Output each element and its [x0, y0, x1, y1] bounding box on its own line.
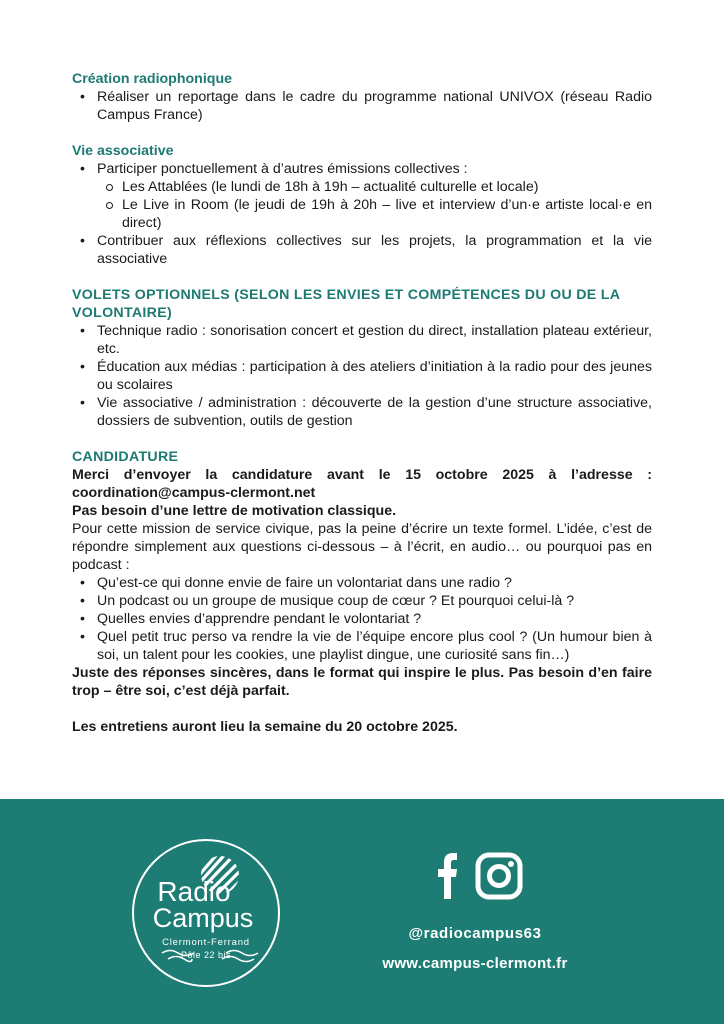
logo-city: Clermont-Ferrand [162, 937, 250, 948]
list-item-text: Participer ponctuellement à d’autres émissions collectives : [97, 161, 468, 177]
sublist-item: Les Attablées (le lundi de 18h à 19h – actualité culturelle et locale) [97, 178, 652, 196]
list-item: • Quelles envies d’apprendre pendant le volontariat ? [72, 610, 652, 628]
website-link[interactable]: www.campus-clermont.fr [382, 955, 568, 972]
list-item: • Quel petit truc perso va rendre la vie de l’équipe encore plus cool ? (Un humour bien à soi, un talent pour les cookies, une playlist dingue, une curiosité sans fin…) [72, 628, 652, 664]
social-handle[interactable]: @radiocampus63 [408, 925, 542, 942]
list-item: • Contribuer aux réflexions collectives sur les projets, la programmation et la vie associative [72, 232, 652, 268]
list-questions [72, 574, 652, 664]
document-body [72, 70, 652, 736]
sublist-item: Le Live in Room (le jeudi de 19h à 20h – live et interview d’un·e artiste local·e en direct) [97, 196, 652, 232]
heading-volets: VOLETS OPTIONNELS (SELON LES ENVIES ET COMPÉTENCES DU OU DE LA VOLONTAIRE) [72, 287, 620, 321]
list-item: • Qu’est-ce qui donne envie de faire un volontariat dans une radio ? [72, 574, 652, 592]
logo-word-radio: Radio [157, 876, 231, 907]
instagram-icon[interactable] [478, 855, 520, 897]
list-item [72, 160, 652, 232]
logo-graphic [134, 841, 278, 985]
list-item: • Technique radio : sonorisation concert et gestion du direct, installation plateau extérieur, etc. [72, 322, 652, 358]
heading-vie-associative: Vie associative [72, 143, 174, 159]
facebook-icon[interactable] [438, 853, 457, 899]
list-item: • Éducation aux médias : participation à des ateliers d’initiation à la radio pour des jeunes ou scolaires [72, 358, 652, 394]
list-item: • Réaliser un reportage dans le cadre du programme national UNIVOX (réseau Radio Campus France) [72, 88, 652, 124]
heading-candidature: CANDIDATURE [72, 449, 179, 465]
heading-creation: Création radiophonique [72, 71, 233, 87]
candidature-deadline: Merci d’envoyer la candidature avant le 15 octobre 2025 à l’adresse : coordination@campus-clermont.net [72, 467, 652, 501]
list-volets [72, 322, 652, 430]
social-icons-graphic [430, 851, 530, 901]
sublist-emissions [97, 178, 652, 232]
logo-place: Pôle 22 bis [180, 950, 232, 960]
list-item: • Vie associative / administration : découverte de la gestion d’une structure associative, dossiers de subvention, outils de gestion [72, 394, 652, 430]
interviews-date: Les entretiens auront lieu la semaine du 20 octobre 2025. [72, 719, 458, 735]
footer-banner [0, 799, 724, 1024]
list-creation [72, 88, 652, 124]
candidature-closing: Juste des réponses sincères, dans le format qui inspire le plus. Pas besoin d’en faire trop – être soi, c’est déjà parfait. [72, 665, 652, 699]
social-icons [430, 851, 530, 906]
list-item: • Un podcast ou un groupe de musique coup de cœur ? Et pourquoi celui-là ? [72, 592, 652, 610]
candidature-intro: Pour cette mission de service civique, pas la peine d’écrire un texte formel. L’idée, c’est de répondre simplement aux questions ci-dessous – à l’écrit, en audio… ou pourquoi pas en podcast : [72, 521, 652, 573]
list-vie-associative [72, 160, 652, 268]
candidature-no-letter: Pas besoin d’une lettre de motivation classique. [72, 503, 397, 519]
radio-campus-logo [132, 839, 280, 987]
logo-word-campus: Campus [152, 903, 254, 933]
